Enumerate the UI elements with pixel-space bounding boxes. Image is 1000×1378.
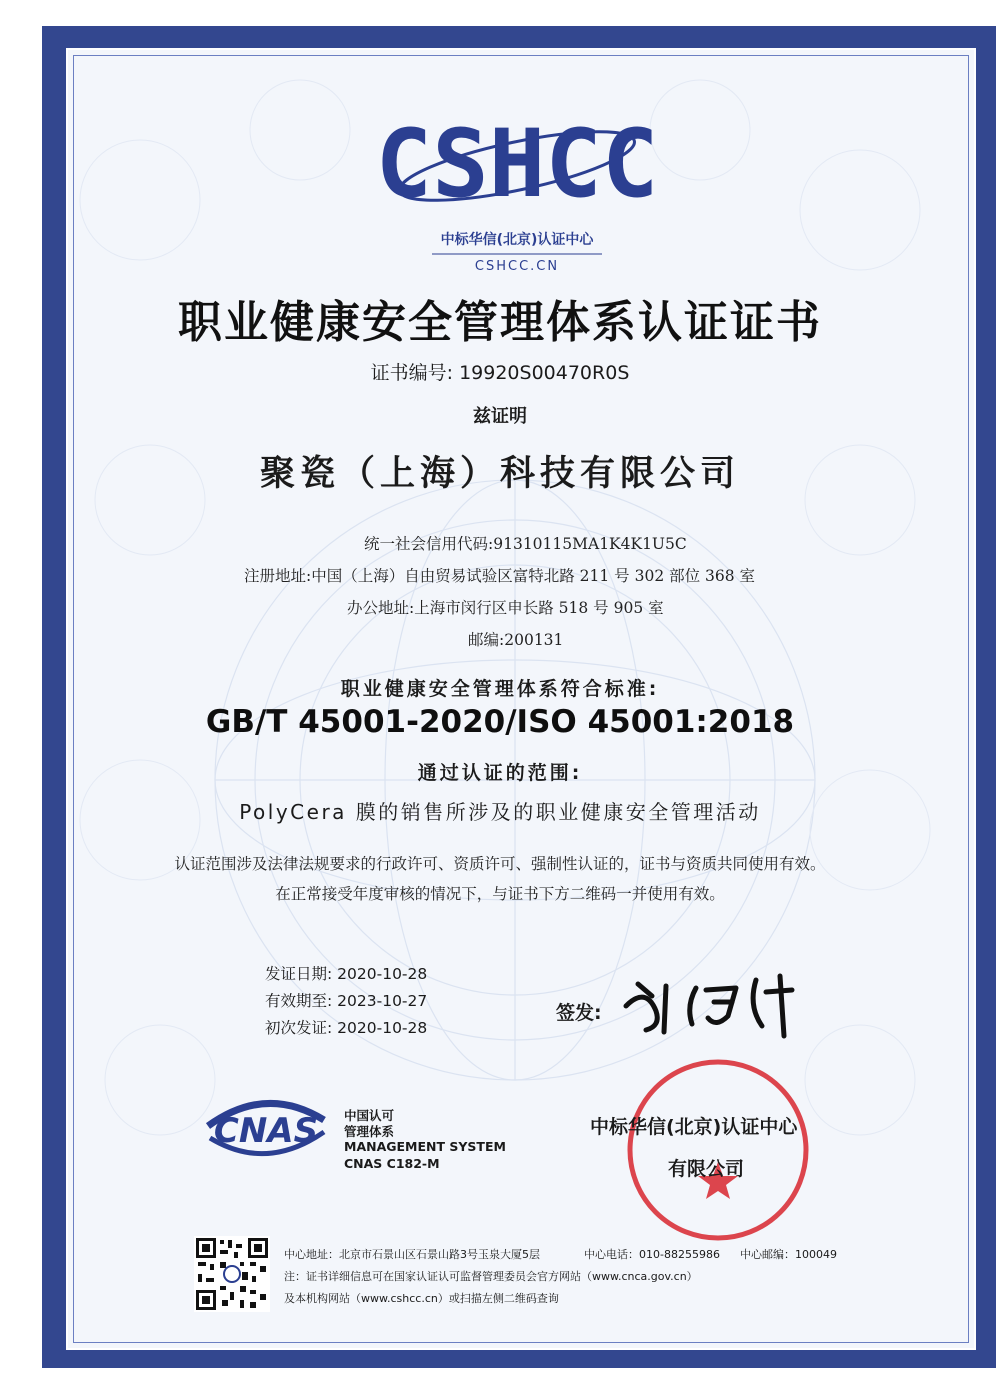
issuer-label: 签发: [556, 1002, 602, 1024]
footer-note-1: 注：证书详细信息可在国家认证认可监督管理委员会官方网站（www.cnca.gov.cn） [284, 1270, 698, 1283]
first-issue-label: 初次发证: [265, 1019, 333, 1037]
office-address-label: 办公地址: [347, 599, 415, 617]
footer-phone: 中心电话：010-88255986 [584, 1248, 720, 1261]
issuer-name-line2: 有限公司 [668, 1158, 745, 1180]
valid-until-row [265, 989, 427, 1016]
cnas-logo [196, 1090, 336, 1162]
registered-address-label: 注册地址: [244, 567, 312, 585]
validity-note-1: 认证范围涉及法律法规要求的行政许可、资质许可、强制性认证的，证书与资质共同使用有效。 [174, 855, 826, 873]
footer-note-2: 及本机构网站（www.cshcc.cn）或扫描左侧二维码查询 [284, 1292, 559, 1305]
credit-code-label: 统一社会信用代码: [364, 535, 494, 553]
issue-date-label: 发证日期: [265, 965, 333, 983]
scope-heading: 通过认证的范围: [417, 762, 583, 784]
credit-code-value: 91310115MA1K4K1U5C [493, 535, 687, 553]
credit-code-row [364, 532, 687, 554]
svg-text:CSHCC: CSHCC [375, 110, 659, 219]
valid-until-label: 有效期至: [265, 992, 333, 1010]
footer-postcode: 中心邮编：100049 [740, 1248, 837, 1261]
cnas-line1: 中国认可 [344, 1108, 395, 1123]
office-address-row [347, 596, 664, 618]
registered-address-value: 中国（上海）自由贸易试验区富特北路 211 号 302 部位 368 室 [311, 567, 756, 585]
postcode-value: 200131 [504, 631, 564, 649]
qr-code[interactable] [194, 1236, 270, 1312]
registered-address-row [244, 564, 755, 586]
standard-heading: 职业健康安全管理体系符合标准: [340, 678, 660, 700]
scope-value: PolyCera 膜的销售所涉及的职业健康安全管理活动 [239, 800, 761, 824]
svg-text:CSHCC.CN: CSHCC.CN [474, 259, 560, 274]
issue-date-row [265, 962, 427, 989]
company-name: 聚瓷（上海）科技有限公司 [259, 454, 740, 494]
valid-until-value: 2023-10-27 [337, 992, 428, 1010]
cnas-line2: 管理体系 [344, 1124, 395, 1139]
cnas-line4: CNAS C182-M [344, 1156, 440, 1171]
first-issue-row [265, 1016, 427, 1043]
first-issue-value: 2020-10-28 [337, 1019, 428, 1037]
signature [616, 966, 806, 1040]
postcode-row [468, 628, 563, 650]
footer-address: 中心地址：北京市石景山区石景山路3号玉泉大厦5层 [284, 1248, 540, 1261]
svg-text:CNAS: CNAS [213, 1111, 319, 1151]
postcode-label: 邮编: [468, 631, 505, 649]
certificate-number-value: 19920S00470R0S [459, 362, 630, 384]
certificate-number [0, 358, 1000, 385]
dates-block [265, 962, 427, 1043]
svg-text:中标华信(北京)认证中心: 中标华信(北京)认证中心 [440, 232, 594, 248]
standard-value: GB/T 45001-2020/ISO 45001:2018 [205, 704, 795, 740]
cnas-line3: MANAGEMENT SYSTEM [344, 1139, 506, 1154]
issuer-name-line1: 中标华信(北京)认证中心 [590, 1116, 798, 1138]
certificate-number-label: 证书编号: [370, 362, 454, 384]
issue-date-value: 2020-10-28 [337, 965, 428, 983]
cshcc-logo [375, 86, 659, 276]
hereby-certify: 兹证明 [473, 406, 527, 427]
validity-note-2: 在正常接受年度审核的情况下，与证书下方二维码一并使用有效。 [275, 885, 725, 903]
certificate-title: 职业健康安全管理体系认证证书 [178, 297, 822, 348]
office-address-value: 上海市闵行区申长路 518 号 905 室 [414, 599, 664, 617]
